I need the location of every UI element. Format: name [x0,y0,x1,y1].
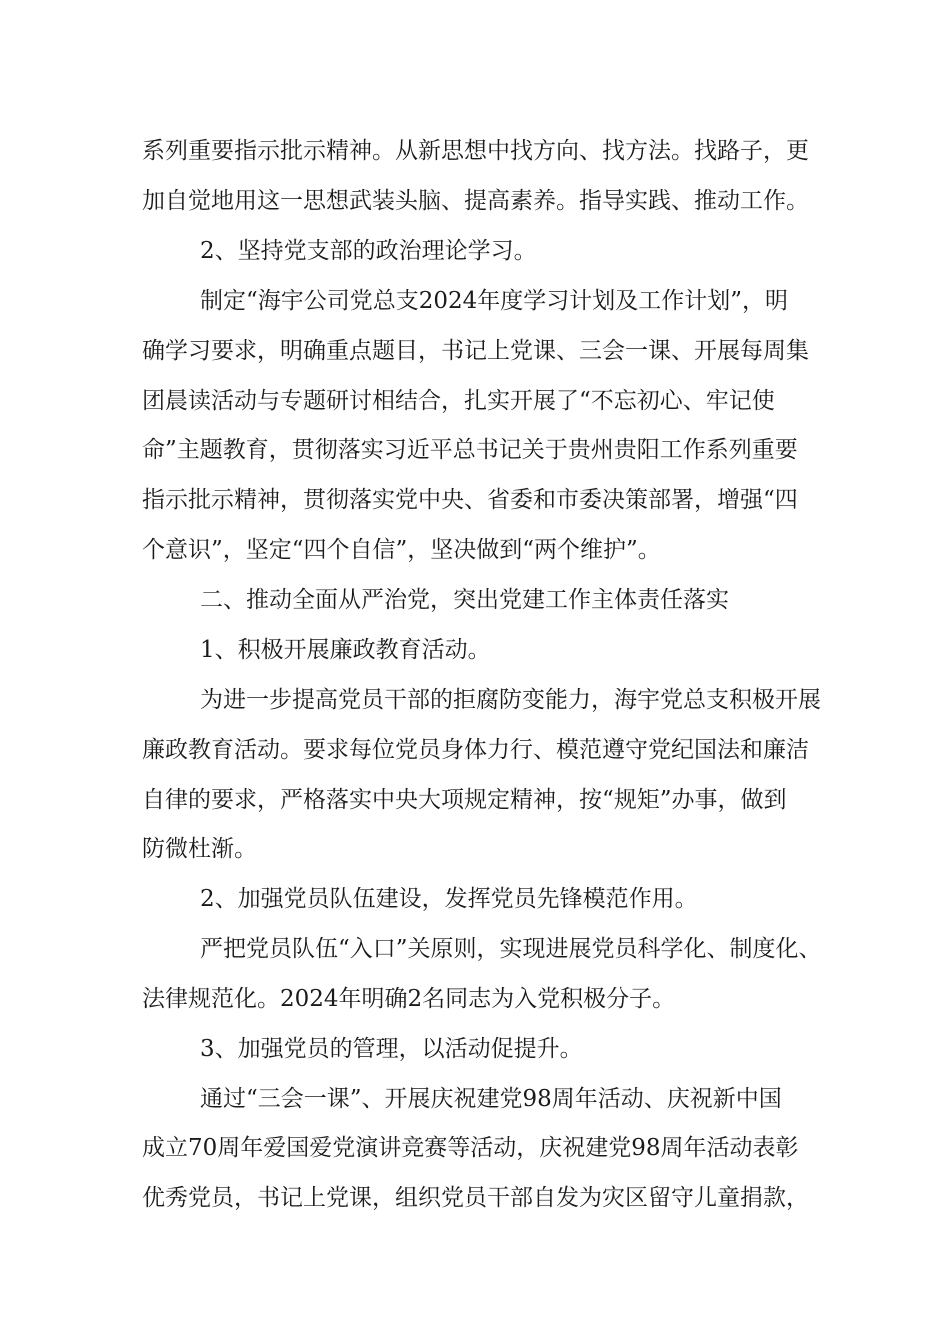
text-line-5: 确学习要求，明确重点题目，书记上党课、三会一课、开展每周集 [142,338,809,364]
text-line-6: 团晨读活动与专题研讨相结合，扎实开展了“不忘初心、牢记使 [142,388,775,414]
text-line-10: 二、推动全面从严治党，突出党建工作主体责任落实 [200,587,729,613]
text-line-20: 通过“三会一课”、开展庆祝建党98周年活动、庆祝新中国 [200,1086,782,1112]
text-line-21: 成立70周年爱国爱党演讲竞赛等活动，庆祝建党98周年活动表彰 [142,1135,799,1161]
text-line-16: 2、加强党员队伍建设，发挥党员先锋模范作用。 [200,886,698,912]
text-line-3: 2、坚持党支部的政治理论学习。 [200,238,537,264]
text-line-1: 系列重要指示批示精神。从新思想中找方向、找方法。找路子，更 [142,138,809,164]
text-line-12: 为进一步提高党员干部的拒腐防变能力，海宇党总支积极开展 [200,687,821,713]
text-line-11: 1、积极开展廉政教育活动。 [200,637,491,663]
text-line-8: 指示批示精神，贯彻落实党中央、省委和市委决策部署，增强“四 [142,487,798,513]
text-line-22: 优秀党员，书记上党课，组织党员干部自发为灾区留守儿童捐款， [142,1185,809,1211]
text-line-19: 3、加强党员的管理，以活动促提升。 [200,1036,583,1062]
text-line-15: 防微杜渐。 [142,836,257,862]
text-line-2: 加自觉地用这一思想武装头脑、提高素养。指导实践、推动工作。 [142,188,809,214]
text-line-17: 严把党员队伍“入口”关原则，实现进展党员科学化、制度化、 [200,936,822,962]
text-line-14: 自律的要求，严格落实中央大项规定精神，按“规矩”办事，做到 [142,787,787,813]
text-line-18: 法律规范化。2024年明确2名同志为入党积极分子。 [142,986,676,1012]
text-line-13: 廉政教育活动。要求每位党员身体力行、模范遵守党纪国法和廉洁 [142,737,809,763]
text-line-4: 制定“海宇公司党总支2024年度学习计划及工作计划”，明 [200,288,789,314]
text-line-9: 个意识”，坚定“四个自信”，坚决做到“两个维护”。 [142,537,661,563]
text-line-7: 命”主题教育，贯彻落实习近平总书记关于贵州贵阳工作系列重要 [142,437,798,463]
